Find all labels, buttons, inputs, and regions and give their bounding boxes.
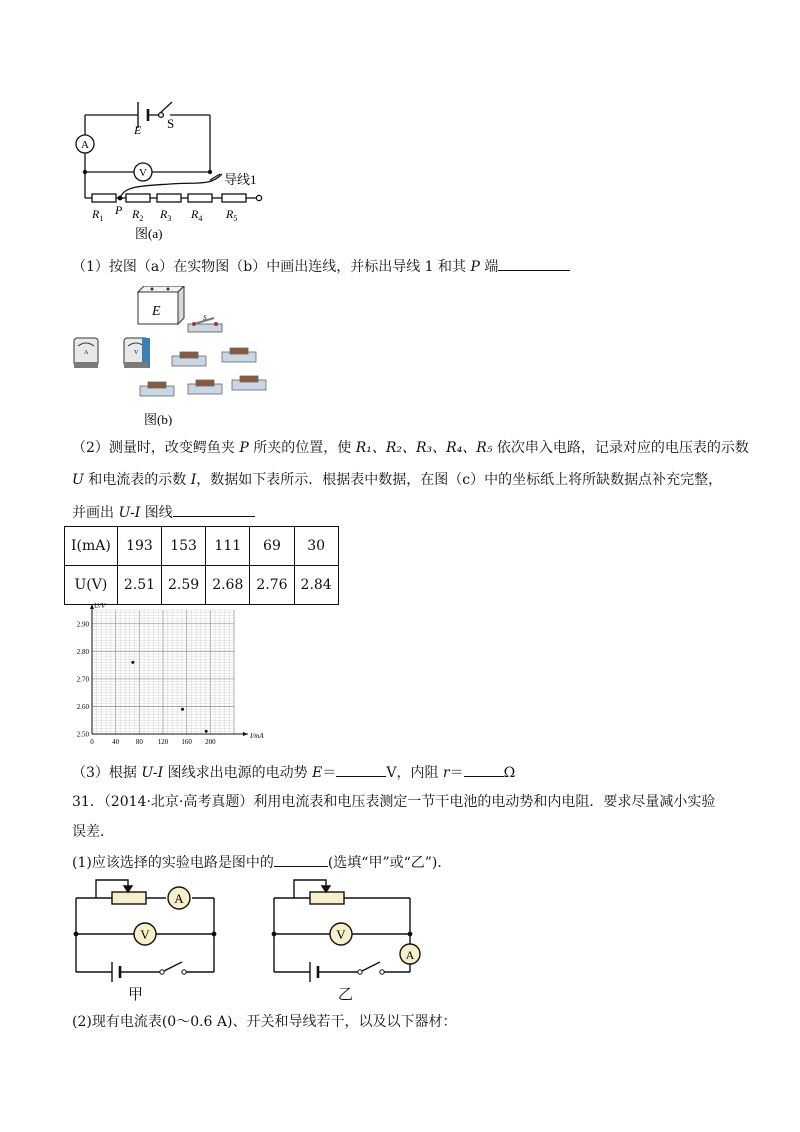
- ui-graph-chart: [58, 600, 268, 748]
- circuit-jia: [66, 872, 226, 1002]
- switch-label: S: [167, 116, 175, 131]
- table-cell: 2.76: [250, 566, 294, 605]
- table-cell: 2.84: [294, 566, 338, 605]
- y-tick-label: 2.60: [76, 702, 89, 711]
- table-cell: 193: [117, 527, 161, 566]
- battery-box-label: E: [152, 304, 161, 319]
- question-2-line-2: U 和电流表的示数 I，数据如下表所示．根据表中数据，在图（c）中的坐标纸上将所缺数据点补充完整，: [72, 472, 723, 488]
- figure-a-circuit: [60, 90, 290, 255]
- battery-label: E: [134, 123, 142, 137]
- question-2-line-1: （2）测量时，改变鳄鱼夹 P 所夹的位置，使 R₁、R₂、R₃、R₄、R₅ 依次串入电路，记录对应的电压表的示数: [72, 440, 749, 456]
- table-cell: 111: [206, 527, 250, 566]
- answer-blank-q1[interactable]: [498, 256, 570, 271]
- voltmeter-label: V: [336, 927, 346, 942]
- battery-box-icon: [138, 286, 184, 324]
- x-tick-label: 0: [90, 738, 94, 746]
- table-header-cell: I(mA): [65, 527, 118, 566]
- table-row: [65, 527, 339, 566]
- answer-blank-emf[interactable]: [336, 762, 386, 777]
- r5-label: $R_5$: [226, 207, 238, 223]
- r1-label: $R_1$: [92, 207, 104, 223]
- table-cell: 69: [250, 527, 294, 566]
- r4-label: $R_4$: [191, 207, 203, 223]
- table-header-cell: U(V): [65, 566, 118, 605]
- data-table: [64, 526, 339, 605]
- y-tick-label: 2.70: [76, 675, 89, 684]
- voltmeter-label: V: [140, 927, 150, 942]
- table-cell: 153: [162, 527, 206, 566]
- y-tick-label: 2.90: [76, 620, 89, 629]
- answer-blank-resistance[interactable]: [464, 762, 504, 777]
- x-tick-label: 80: [135, 738, 143, 746]
- y-tick-label: 2.50: [76, 730, 89, 739]
- question-31-line-1: 31．（2014·北京·高考真题）利用电流表和电压表测定一节干电池的电动势和内电阻．要求尽量减小实验: [72, 794, 716, 810]
- r2-label: $R_2$: [132, 207, 144, 223]
- table-cell: 2.59: [162, 566, 206, 605]
- data-point: [205, 730, 208, 733]
- table-cell: 2.51: [117, 566, 161, 605]
- question-3: （3）根据 U-I 图线求出电源的电动势 E＝ V，内阻 r＝ Ω: [72, 762, 515, 783]
- figure-b-caption: 图(b): [144, 412, 173, 426]
- p-label: P: [115, 203, 123, 217]
- question-31-sub-2: (2)现有电流表(0～0.6 A)、开关和导线若干，以及以下器材：: [72, 1014, 457, 1030]
- answer-blank-q31-1[interactable]: [274, 852, 328, 867]
- voltmeter-device-label: V: [134, 350, 139, 356]
- x-tick-label: 200: [205, 738, 216, 746]
- voltmeter-label: V: [139, 167, 147, 179]
- y-tick-label: 2.80: [76, 647, 89, 656]
- ammeter-device-label: A: [84, 350, 89, 356]
- x-axis-label: I/mA: [250, 732, 264, 740]
- circuit-jia-caption: 甲: [128, 985, 144, 1003]
- table-cell: 2.68: [206, 566, 250, 605]
- ammeter-label: A: [405, 948, 415, 962]
- figure-b-equipment: [72, 286, 292, 426]
- question-2-line-3: 并画出 U-I 图线: [72, 502, 255, 523]
- wire1-label: 导线1: [224, 172, 257, 187]
- table-row: [65, 566, 339, 605]
- question-1: （1）按图（a）在实物图（b）中画出连线，并标出导线 1 和其 P 端: [72, 256, 570, 277]
- circuit-yi-caption: 乙: [338, 985, 354, 1003]
- x-tick-label: 40: [112, 738, 120, 746]
- answer-blank-q2[interactable]: [173, 502, 255, 517]
- x-axis-arrow: [243, 732, 248, 736]
- data-point: [131, 661, 134, 664]
- y-axis-label: U/V: [94, 602, 106, 610]
- ammeter-label: A: [174, 891, 184, 906]
- data-point: [181, 708, 184, 711]
- resistor-board-icons: [140, 348, 266, 396]
- question-31-line-2: 误差．: [72, 824, 114, 840]
- table-cell: 30: [294, 527, 338, 566]
- x-tick-label: 160: [181, 738, 192, 746]
- circuit-yi: [264, 872, 434, 1002]
- ammeter-label: A: [81, 139, 89, 151]
- switch-label-b: S: [203, 314, 207, 322]
- question-31-sub-1: (1)应该选择的实验电路是图中的 (选填“甲”或“乙”)．: [72, 852, 451, 873]
- x-tick-label: 120: [157, 738, 169, 746]
- r3-label: $R_3$: [160, 207, 172, 223]
- figure-a-caption: 图(a): [135, 226, 163, 241]
